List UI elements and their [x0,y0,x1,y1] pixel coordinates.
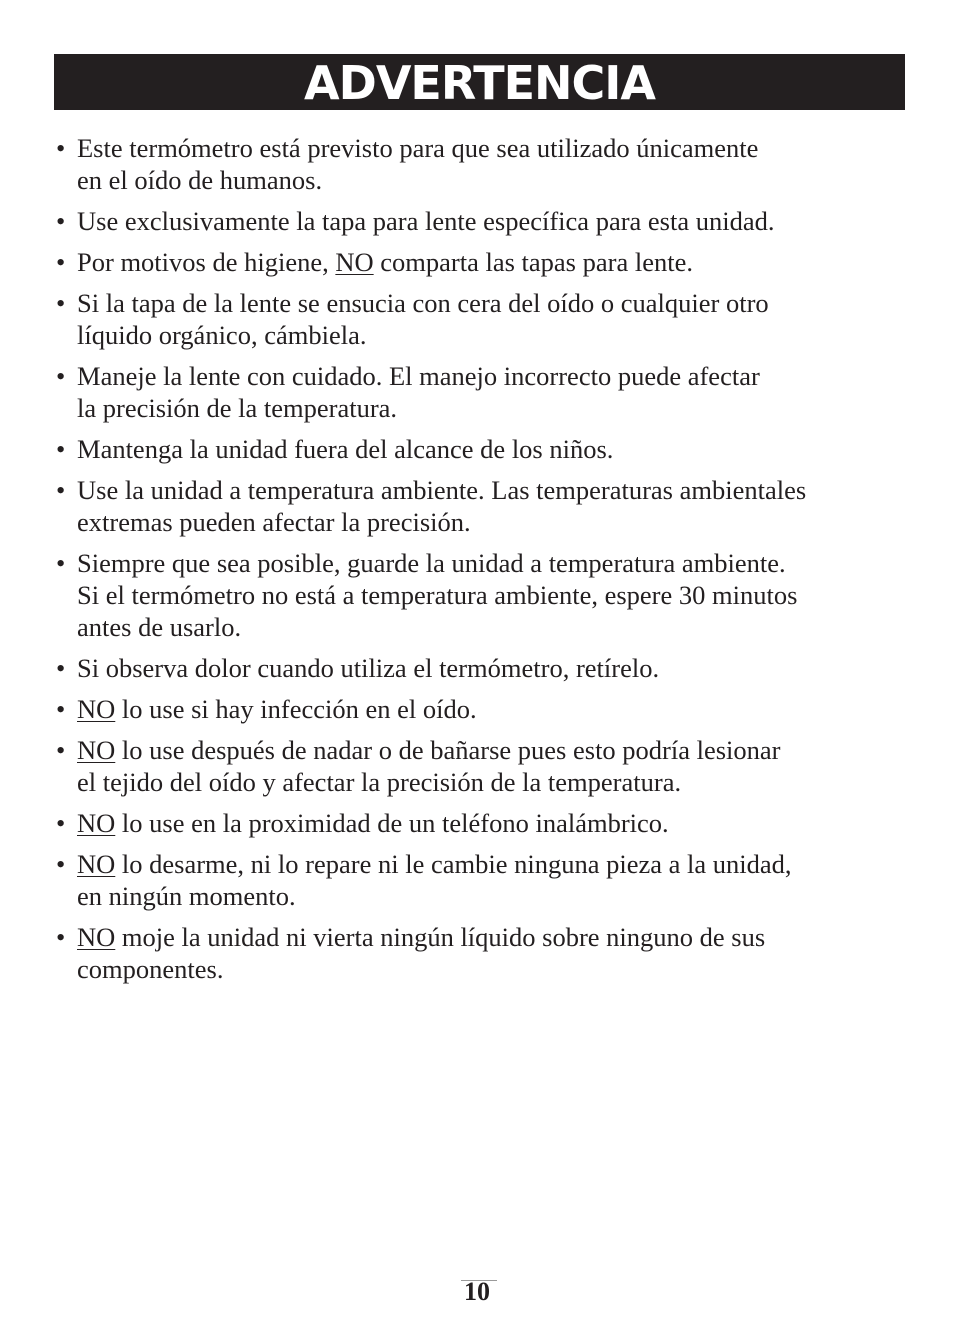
warning-text-segment: lo desarme, ni lo repare ni le cambie ninguna pieza a la unidad, [115,849,792,879]
warning-item [56,246,896,278]
warning-text-line [77,921,896,953]
warning-item [56,132,896,196]
bullet-mark: • [56,475,66,505]
warning-item [56,848,896,912]
bullet-mark: • [56,849,66,879]
bullet-mark: • [56,206,66,236]
warning-text-segment: Por motivos de higiene, [77,247,336,277]
no-emphasis: NO [77,735,116,765]
warning-item [56,547,896,643]
no-emphasis: NO [335,247,374,277]
warning-text-line: componentes. [77,954,224,984]
warning-text-line [77,693,896,725]
warning-item [56,807,896,839]
warning-item [56,205,896,237]
warning-text-line [77,734,896,766]
warning-text-line [77,246,896,278]
page-number: 10 [464,1277,490,1306]
bullet-mark: • [56,434,66,464]
bullet-mark: • [56,922,66,952]
bullet-mark: • [56,735,66,765]
bullet-mark: • [56,808,66,838]
warning-text-line: el tejido del oído y afectar la precisión de la temperatura. [77,767,682,797]
bullet-mark: • [56,133,66,163]
warning-item [56,287,896,351]
warning-text-line: Maneje la lente con cuidado. El manejo incorrecto puede afectar [77,361,760,391]
page-title: ADVERTENCIA [304,56,655,110]
warning-text-line: Use la unidad a temperatura ambiente. Las temperaturas ambientales [77,475,807,505]
bullet-mark: • [56,288,66,318]
warning-text-segment: comparta las tapas para lente. [373,247,693,277]
bullet-mark: • [56,247,66,277]
warning-text-segment: lo use si hay infección en el oído. [115,694,477,724]
warning-list [56,132,896,994]
warning-item [56,734,896,798]
warning-text-line: en ningún momento. [77,881,296,911]
bullet-mark: • [56,653,66,683]
warning-item [56,693,896,725]
warning-text-segment: moje la unidad ni vierta ningún líquido sobre ninguno de sus [115,922,766,952]
warning-text-line: extremas pueden afectar la precisión. [77,507,471,537]
no-emphasis: NO [77,808,116,838]
warning-text-line [77,807,896,839]
warning-item [56,360,896,424]
warning-item [56,474,896,538]
warning-text-line: Este termómetro está previsto para que sea utilizado únicamente [77,133,759,163]
bullet-mark: • [56,361,66,391]
warning-text-line: antes de usarlo. [77,612,242,642]
warning-text-line: líquido orgánico, cámbiela. [77,320,367,350]
no-emphasis: NO [77,694,116,724]
warning-header-bar [54,54,905,110]
no-emphasis: NO [77,849,116,879]
warning-text-line: la precisión de la temperatura. [77,393,398,423]
bullet-mark: • [56,694,66,724]
warning-item [56,921,896,985]
bullet-mark: • [56,548,66,578]
warning-text-line: Mantenga la unidad fuera del alcance de los niños. [77,434,614,464]
warning-text-line: Si observa dolor cuando utiliza el termómetro, retírelo. [77,653,660,683]
warning-item [56,433,896,465]
warning-item [56,652,896,684]
warning-text-segment: lo use en la proximidad de un teléfono inalámbrico. [115,808,669,838]
warning-text-line: Use exclusivamente la tapa para lente específica para esta unidad. [77,206,775,236]
warning-text-line: Siempre que sea posible, guarde la unidad a temperatura ambiente. [77,548,786,578]
warning-text-line: Si el termómetro no está a temperatura ambiente, espere 30 minutos [77,580,798,610]
warning-text-line [77,848,896,880]
warning-text-line: Si la tapa de la lente se ensucia con cera del oído o cualquier otro [77,288,769,318]
no-emphasis: NO [77,922,116,952]
warning-text-line: en el oído de humanos. [77,165,323,195]
warning-text-segment: lo use después de nadar o de bañarse pues esto podría lesionar [115,735,781,765]
